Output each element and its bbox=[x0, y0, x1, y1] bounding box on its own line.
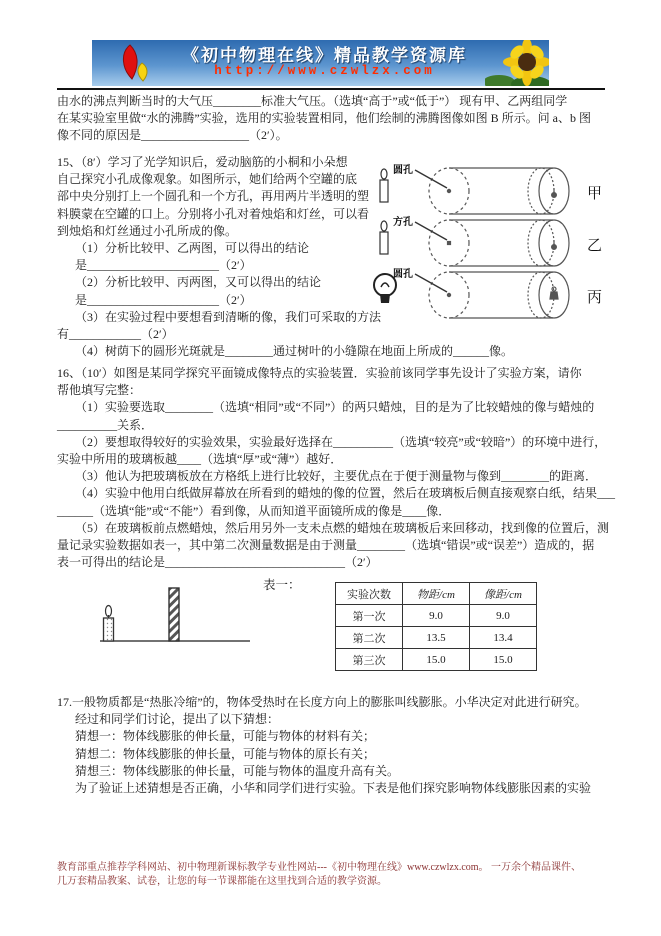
leader-line bbox=[415, 274, 447, 292]
text-line: 实验中所用的玻璃板越____（选填“厚”或“薄”）越好． bbox=[57, 451, 343, 466]
site-logo-icon bbox=[92, 41, 164, 85]
table-cell: 13.5 bbox=[403, 627, 470, 649]
question-14-block bbox=[57, 93, 591, 145]
hole-label: 圆孔 bbox=[393, 269, 413, 280]
text-line: 猜想三：物体线膨胀的伸长量，可能与物体的温度升高有关。 bbox=[75, 763, 400, 778]
pinhole-camera-figure bbox=[371, 161, 607, 321]
striped-candle-icon bbox=[169, 588, 179, 641]
table-cell: 15.0 bbox=[403, 649, 470, 671]
text-line: 是______________________（2′） bbox=[75, 292, 252, 307]
col-header: 像距/cm bbox=[470, 583, 537, 605]
text-line: 自己探究小孔成像观象。如图所示，她们给两个空罐的底 bbox=[57, 172, 358, 187]
footer bbox=[57, 861, 581, 888]
can-bing bbox=[429, 272, 569, 318]
text-line: 16、（10′）如图是某同学探究平面镜成像特点的实验装置．实验前该同学事先设计了实验方案，请你 bbox=[57, 366, 582, 380]
site-banner bbox=[92, 40, 549, 86]
table-header-row bbox=[336, 583, 537, 605]
sunflower-icon bbox=[485, 40, 549, 86]
text-line: 17.一般物质都是“热胀冷缩”的，物体受热时在长度方向上的膨胀叫线膨胀。小华决定对此进行研究。 bbox=[57, 695, 587, 709]
text-line: （3）在实验过程中要想看到清晰的像，我们可采取的方法 bbox=[75, 309, 382, 324]
can-label: 乙 bbox=[587, 238, 603, 254]
table-cell: 13.4 bbox=[470, 627, 537, 649]
text-line: 猜想一：物体线膨胀的伸长量，可能与物体的材料有关； bbox=[75, 729, 376, 744]
text-line: 猜想二：物体线膨胀的伸长量，可能与物体的原长有关； bbox=[75, 746, 376, 761]
table-caption: 表一： bbox=[263, 578, 301, 592]
hole-label: 圆孔 bbox=[393, 165, 413, 176]
lit-candle-icon bbox=[104, 606, 114, 642]
hole-label: 方孔 bbox=[393, 217, 413, 228]
can-yi bbox=[429, 220, 569, 266]
logo-red-flame bbox=[123, 45, 137, 79]
text-line: （2）分析比较甲、丙两图，又可以得出的结论 bbox=[75, 275, 322, 290]
logo-yellow-flame bbox=[138, 63, 147, 81]
text-line: __________关系． bbox=[57, 417, 154, 432]
text-line: 像不同的原因是__________________（2′）。 bbox=[57, 128, 288, 143]
text-line: （3）他认为把玻璃板放在方格纸上进行比较好，主要优点在于便于测量物与像到________的距离． bbox=[75, 469, 598, 484]
table-row bbox=[336, 649, 537, 671]
text-line: 表一可得出的结论是______________________________（2′） bbox=[57, 555, 378, 570]
text-line: 帮他填写完整： bbox=[57, 383, 142, 398]
text-line: 是______________________（2′） bbox=[75, 258, 252, 273]
text-line: （4）实验中他用白纸做屏幕放在所看到的蜡烛的像的位置，然后在玻璃板后侧直接观察白纸，结果___ bbox=[75, 486, 616, 501]
can-label: 丙 bbox=[587, 290, 603, 306]
table-cell: 9.0 bbox=[403, 605, 470, 627]
can-jia bbox=[429, 168, 569, 214]
text-line: 15、（8′）学习了光学知识后，爱动脑筋的小桐和小朵想 bbox=[57, 155, 348, 169]
table-row bbox=[336, 605, 537, 627]
footer-line: 教育部重点推荐学科网站、初中物理新课标教学专业性网站---《初中物理在线》www.czwlzx.com。 一万余个精品课件、 bbox=[57, 862, 582, 873]
text-line: （1）实验要选取________（选填“相同”或“不同”）的两只蜡烛，目的是为了比较蜡烛的像与蜡烛的 bbox=[75, 400, 595, 415]
text-line: （2）要想取得较好的实验效果，实验最好选择在__________（选填“较亮”或“较暗”）的环境中进行， bbox=[75, 434, 607, 449]
banner-title: 《初中物理在线》精品教学资源库 bbox=[182, 45, 467, 65]
candle-icon bbox=[380, 221, 388, 254]
footer-line: 几万套精品教案、试卷，让您的每一节课都能在这里找到合适的教学资源。 bbox=[57, 875, 387, 887]
can-label: 甲 bbox=[587, 186, 603, 202]
text-line: 在某实验室里做“水的沸腾”实验，选用的实验装置相同，他们绘制的沸腾图像如图 B 所示。问 a、b 图 bbox=[57, 111, 591, 126]
text-line: 部中央分别打上一个圆孔和一个方孔，再用两片半透明的塑 bbox=[57, 189, 370, 204]
experiment-data-table bbox=[335, 582, 537, 671]
text-line: 有____________（2′） bbox=[57, 326, 174, 341]
text-line: （4）树荫下的圆形光斑就是________通过树叶的小缝隙在地面上所成的______像。 bbox=[75, 344, 514, 359]
text-line: 料膜蒙在空罐的口上。分别将小孔对着烛焰和灯丝，可以看 bbox=[57, 206, 370, 221]
text-line: 到烛焰和灯丝通过小孔所成的像。 bbox=[57, 223, 238, 238]
col-header: 物距/cm bbox=[403, 583, 470, 605]
banner-url: http://www.czwlzx.com bbox=[214, 64, 435, 79]
text-line: （1）分析比较甲、乙两图，可以得出的结论 bbox=[75, 240, 310, 255]
table-cell: 第一次 bbox=[336, 605, 403, 627]
table-row bbox=[336, 627, 537, 649]
question-17-block bbox=[57, 694, 591, 797]
candle-icon bbox=[380, 169, 388, 202]
table-cell: 第三次 bbox=[336, 649, 403, 671]
text-line: ______（选填“能”或“不能”）看到像，从而知道平面镜所成的像是____像． bbox=[57, 503, 451, 518]
sunflower-center bbox=[518, 53, 536, 71]
text-line: 为了验证上述猜想是否正确，小华和同学们进行实验。下表是他们探究影响物体线膨胀因素的实验 bbox=[75, 780, 592, 795]
text-line: 由水的沸点判断当时的大气压________标准大气压。（选填“高于”或“低于”） 现有甲、乙两组同学 bbox=[57, 94, 568, 108]
question-16-block bbox=[57, 365, 615, 571]
banner-titles bbox=[164, 47, 485, 79]
col-header: 实验次数 bbox=[336, 583, 403, 605]
header-divider bbox=[57, 88, 605, 90]
text-line: 量记录实验数据如表一，其中第二次测量数据是由于测量________（选填“错误”或“误差”）造成的，据 bbox=[57, 537, 595, 552]
table-cell: 9.0 bbox=[470, 605, 537, 627]
leader-line bbox=[415, 170, 447, 188]
table-cell: 第二次 bbox=[336, 627, 403, 649]
table-cell: 15.0 bbox=[470, 649, 537, 671]
text-line: 经过和同学们讨论，提出了以下猜想： bbox=[75, 712, 280, 727]
text-line: （5）在玻璃板前点燃蜡烛，然后用另外一支未点燃的蜡烛在玻璃板后来回移动，找到像的位置后，测 bbox=[75, 520, 610, 535]
leader-line bbox=[415, 222, 447, 240]
